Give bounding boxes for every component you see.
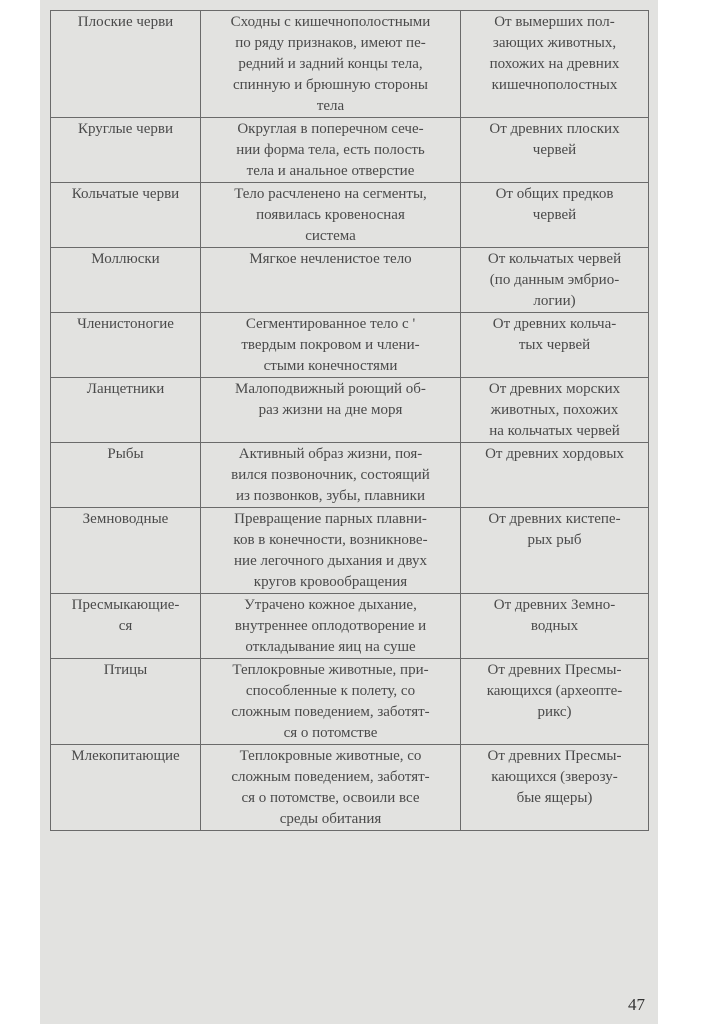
cell-features: Малоподвижный роющий об- раз жизни на дне моря (201, 378, 461, 443)
cell-origin: От древних кистепе- рых рыб (461, 508, 649, 594)
table-row (51, 443, 649, 508)
cell-group: Пресмыкающие- ся (51, 594, 201, 659)
cell-features: Мягкое нечленистое тело (201, 248, 461, 313)
cell-origin: От древних хордовых (461, 443, 649, 508)
cell-group: Птицы (51, 659, 201, 745)
cell-features: Тело расчленено на сегменты, появилась кровеносная система (201, 183, 461, 248)
cell-group: Плоские черви (51, 11, 201, 118)
cell-origin: От вымерших пол- зающих животных, похожих на древних кишечнополостных (461, 11, 649, 118)
cell-group: Млекопитающие (51, 745, 201, 831)
cell-origin: От древних плоских червей (461, 118, 649, 183)
cell-features: Теплокровные животные, при- способленные к полету, со сложным поведением, заботят- ся о потомстве (201, 659, 461, 745)
cell-features: Сегментированное тело с ' твердым покровом и члени- стыми конечностями (201, 313, 461, 378)
table-row (51, 118, 649, 183)
cell-group: Земноводные (51, 508, 201, 594)
cell-group: Кольчатые черви (51, 183, 201, 248)
cell-origin: От общих предков червей (461, 183, 649, 248)
cell-features: Сходны с кишечнополостными по ряду признаков, имеют пе- редний и задний концы тела, спинную и брюшную стороны тела (201, 11, 461, 118)
table-row (51, 248, 649, 313)
table-row (51, 313, 649, 378)
cell-origin: От древних морских животных, похожих на кольчатых червей (461, 378, 649, 443)
cell-features: Превращение парных плавни- ков в конечности, возникнове- ние легочного дыхания и двух кругов кровообращения (201, 508, 461, 594)
cell-group: Ланцетники (51, 378, 201, 443)
cell-origin: От древних Земно- водных (461, 594, 649, 659)
page-number: 47 (628, 995, 645, 1014)
cell-origin: От древних Пресмы- кающихся (зверозу- бые ящеры) (461, 745, 649, 831)
table-row (51, 183, 649, 248)
table-row (51, 594, 649, 659)
table-row (51, 508, 649, 594)
cell-features: Округлая в поперечном сече- нии форма тела, есть полость тела и анальное отверстие (201, 118, 461, 183)
table-row (51, 745, 649, 831)
cell-group: Членистоногие (51, 313, 201, 378)
cell-origin: От древних кольча- тых червей (461, 313, 649, 378)
cell-group: Моллюски (51, 248, 201, 313)
table-row (51, 659, 649, 745)
cell-origin: От кольчатых червей (по данным эмбрио- логии) (461, 248, 649, 313)
evolution-table (50, 10, 649, 831)
table-row (51, 378, 649, 443)
cell-features: Теплокровные животные, со сложным поведением, заботят- ся о потомстве, освоили все среды обитания (201, 745, 461, 831)
table-row (51, 11, 649, 118)
cell-origin: От древних Пресмы- кающихся (археопте- рикс) (461, 659, 649, 745)
cell-features: Активный образ жизни, поя- вился позвоночник, состоящий из позвонков, зубы, плавники (201, 443, 461, 508)
cell-group: Круглые черви (51, 118, 201, 183)
cell-group: Рыбы (51, 443, 201, 508)
cell-features: Утрачено кожное дыхание, внутреннее оплодотворение и откладывание яиц на суше (201, 594, 461, 659)
